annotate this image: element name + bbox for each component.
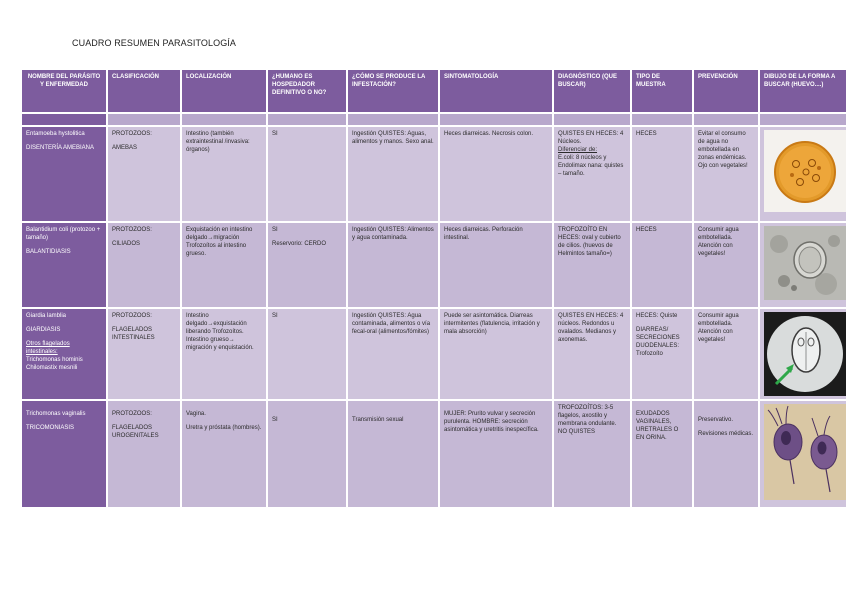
parasite-name: Giardia lamblia: [26, 313, 67, 319]
dibujo-cell: [759, 308, 847, 400]
disease-name: GIARDIASIS: [26, 327, 61, 334]
clasificacion-type: FLAGELADOS UROGENITALES: [112, 425, 159, 440]
header-cell: DIBUJO DE LA FORMA A BUSCAR (HUEVO....): [759, 69, 847, 113]
localizacion-cell: Exquistación en intestino delgado→migración Trofozoítos al intestino grueso.: [181, 222, 267, 308]
parasite-name: Trichomonas vaginalis: [26, 411, 86, 417]
localizacion-cell: Intestino (también extraintestinal /invasiva: órganos): [181, 126, 267, 222]
clasificacion-type: AMEBAS: [112, 145, 138, 152]
clasificacion-group: PROTOZOOS:: [112, 411, 152, 417]
hospedador-cell: [267, 400, 347, 508]
localizacion-cell: Intestino delgado→exquistación liberando Trofozoítos. Intestino grueso→ migración y enquistación.: [181, 308, 267, 400]
trichomonas-image: [764, 404, 846, 500]
clasificacion-type: FLAGELADOS INTESTINALES: [112, 327, 155, 342]
sintomas-cell: Heces diarreicas. Necrosis colon.: [439, 126, 553, 222]
infestacion-cell: [347, 400, 439, 508]
table-row: [21, 400, 847, 508]
clasificacion-group: PROTOZOOS:: [112, 227, 152, 233]
hospedador-text: SI: [272, 227, 278, 233]
header-cell: ¿CÓMO SE PRODUCE LA INFESTACIÓN?: [347, 69, 439, 113]
clasificacion-cell: [107, 126, 181, 222]
table-row: [21, 222, 847, 308]
diagnostico-cell: TROFOZOÍTO EN HECES: oval y cubierto de cilios. (huevos de Helmintos tamaño=): [553, 222, 631, 308]
dibujo-cell: [759, 126, 847, 222]
parasite-cell: [21, 222, 107, 308]
document-title: CUADRO RESUMEN PARASITOLOGÍA: [72, 38, 236, 48]
diagnostico-text: Diferenciar de:: [558, 147, 598, 154]
muestra-text: HECES: Quiste: [636, 313, 678, 319]
diagnostico-text: QUISTES EN HECES: 4 Núcleos.: [558, 131, 624, 146]
sintomas-cell: [439, 400, 553, 508]
summary-table: [21, 69, 847, 508]
other-flagellates-label: Otros flagelados intestinales:: [26, 341, 70, 356]
dibujo-cell: [759, 400, 847, 508]
localizacion-text: Uretra y próstata (hombres).: [186, 425, 262, 432]
amoeba-cyst-image: [764, 130, 846, 212]
diagnostico-cell: TROFOZOÍTOS: 3-5 flagelos, axostilo y membrana ondulante. NO QUISTES: [553, 400, 631, 508]
parasite-cell: [21, 126, 107, 222]
clasificacion-cell: [107, 308, 181, 400]
disease-name: DISENTERÍA AMEBIANA: [26, 145, 95, 152]
header-cell: CLASIFICACIÓN: [107, 69, 181, 113]
other-flagellate: Chilomastix mesnili: [26, 365, 78, 372]
infestacion-cell: Ingestión QUISTES: Agua contaminada, alimentos o vía fecal-oral (alimentos/fómites): [347, 308, 439, 400]
parasite-cell: [21, 308, 107, 400]
muestra-cell: [631, 308, 693, 400]
hospedador-cell: SI: [267, 126, 347, 222]
infestacion-cell: Ingestión QUISTES: Alimentos y agua contaminada.: [347, 222, 439, 308]
spacer-row: [21, 113, 847, 126]
header-cell: PREVENCIÓN: [693, 69, 759, 113]
hospedador-cell: [267, 222, 347, 308]
parasite-name: Entamoeba hystolitica: [26, 131, 85, 137]
prevencion-text: Revisiones médicas.: [698, 431, 754, 438]
clasificacion-group: PROTOZOOS:: [112, 131, 152, 137]
header-cell: NOMBRE DEL PARÁSITO Y ENFERMEDAD: [21, 69, 107, 113]
diagnostico-cell: QUISTES EN HECES: 4 núcleos. Redondos u ovalados. Medianos y axonemas.: [553, 308, 631, 400]
other-flagellate: Trichomonas hominis: [26, 357, 83, 364]
prevencion-text: Preservativo.: [698, 417, 734, 423]
header-cell: DIAGNÓSTICO (QUE BUSCAR): [553, 69, 631, 113]
muestra-text: EXUDADOS VAGINALES, URETRALES O EN ORINA.: [636, 411, 679, 442]
diagnostico-cell: [553, 126, 631, 222]
localizacion-text: Vagina.: [186, 411, 206, 417]
clasificacion-type: CILIADOS: [112, 241, 141, 248]
muestra-cell: HECES: [631, 222, 693, 308]
disease-name: TRICOMONIASIS: [26, 425, 75, 432]
prevencion-cell: Consumir agua embotellada. Atención con vegetales!: [693, 308, 759, 400]
clasificacion-cell: [107, 400, 181, 508]
header-cell: LOCALIZACIÓN: [181, 69, 267, 113]
hospedador-text: SI: [272, 417, 278, 423]
infestacion-cell: Ingestión QUISTES: Aguas, alimentos y manos. Sexo anal.: [347, 126, 439, 222]
parasite-name: Balantidium coli (protozoo + tamaño): [26, 227, 101, 242]
disease-name: BALANTIDIASIS: [26, 249, 71, 256]
localizacion-cell: [181, 400, 267, 508]
muestra-text: DIARREAS/ SECRECIONES DUODENALES: Trofozoíto: [636, 327, 680, 358]
muestra-cell: [631, 400, 693, 508]
hospedador-cell: SI: [267, 308, 347, 400]
giardia-image: [764, 312, 846, 396]
sintomas-cell: Puede ser asintomática. Diarreas intermitentes (flatulencia, irritación y mala absorción): [439, 308, 553, 400]
clasificacion-group: PROTOZOOS:: [112, 313, 152, 319]
dibujo-cell: [759, 222, 847, 308]
sintomas-cell: Heces diarreicas. Perforación intestinal.: [439, 222, 553, 308]
prevencion-cell: Evitar el consumo de agua no embotellada en zonas endémicas. Ojo con vegetales!: [693, 126, 759, 222]
reservorio-text: Reservorio: CERDO: [272, 241, 327, 248]
prevencion-cell: Consumir agua embotellada. Atención con vegetales!: [693, 222, 759, 308]
header-row: [21, 69, 847, 113]
table-row: [21, 308, 847, 400]
diagnostico-text: E.coli: 8 núcleos y Endolimax nana: quistes – tamaño.: [558, 155, 624, 178]
parasite-cell: [21, 400, 107, 508]
prevencion-cell: [693, 400, 759, 508]
sintomas-text: MUJER: Prurito vulvar y secreción purulenta. HOMBRE: secreción asintomática y uretritis inespecífica.: [444, 411, 539, 434]
table-row: [21, 126, 847, 222]
infestacion-text: Transmisión sexual: [352, 417, 404, 423]
header-cell: SINTOMATOLOGÍA: [439, 69, 553, 113]
header-cell: TIPO DE MUESTRA: [631, 69, 693, 113]
header-cell: ¿HUMANO ES HOSPEDADOR DEFINITIVO O NO?: [267, 69, 347, 113]
clasificacion-cell: [107, 222, 181, 308]
muestra-cell: HECES: [631, 126, 693, 222]
balantidium-image: [764, 226, 846, 300]
